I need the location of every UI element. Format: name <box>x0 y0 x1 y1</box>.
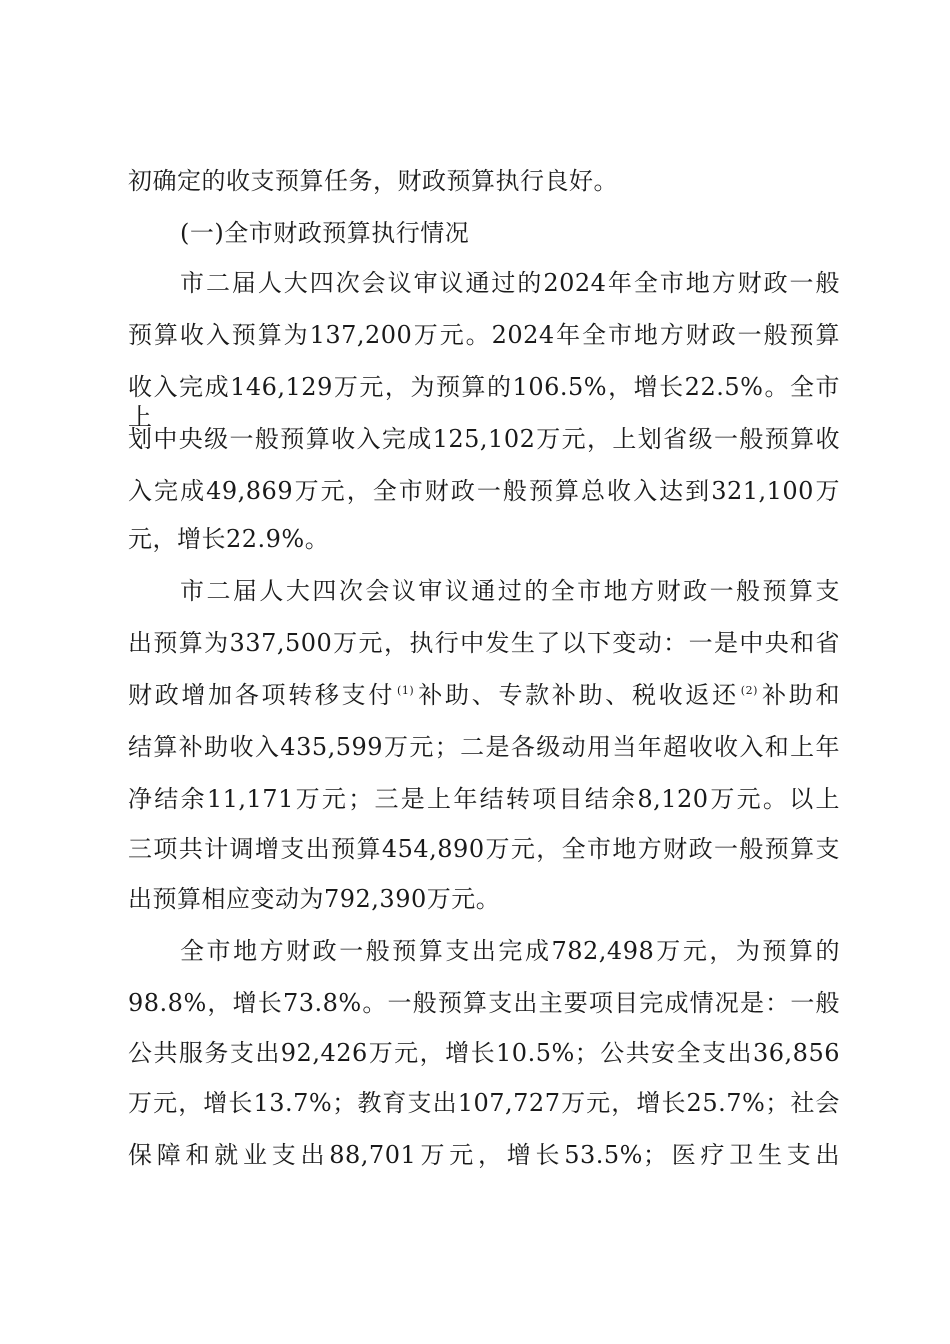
line-text: 净结余11,171万元；三是上年结转项目结余8,120万元。以上 <box>128 785 840 813</box>
line-text: 划中央级一般预算收入完成125,102万元，上划省级一般预算收 <box>128 425 840 453</box>
paragraph-line <box>180 268 840 298</box>
line-text: 出预算相应变动为792,390万元。 <box>128 885 501 913</box>
paragraph-line <box>128 320 840 350</box>
section-heading <box>180 218 840 248</box>
paragraph-line <box>128 680 840 710</box>
line-text: 收入完成146,129万元，为预算的106.5%，增长22.5%。全市上 <box>128 373 840 431</box>
paragraph-line <box>128 1088 840 1118</box>
heading-text: (一)全市财政预算执行情况 <box>180 219 470 247</box>
paragraph-line <box>128 372 840 432</box>
line-text: 市二届人大四次会议审议通过的2024年全市地方财政一般 <box>180 269 840 297</box>
line-text: 全市地方财政一般预算支出完成782,498万元，为预算的 <box>180 937 840 965</box>
paragraph-line <box>128 784 840 814</box>
line-text: 保障和就业支出88,701万元，增长53.5%；医疗卫生支出 <box>128 1141 840 1169</box>
paragraph-line <box>128 524 840 554</box>
line-text: 三项共计调增支出预算454,890万元，全市地方财政一般预算支 <box>128 835 840 863</box>
line-text: 结算补助收入435,599万元；二是各级动用当年超收收入和上年 <box>128 733 840 761</box>
paragraph-line <box>180 936 840 966</box>
line-text: 补助、专款补助、税收返还 <box>416 681 739 709</box>
footnote-marker-1[interactable]: (1) <box>397 684 415 697</box>
footnote-marker-2[interactable]: (2) <box>740 684 758 697</box>
paragraph-line <box>128 476 840 506</box>
paragraph-line <box>128 166 840 196</box>
paragraph-line <box>128 732 840 762</box>
line-text: 市二届人大四次会议审议通过的全市地方财政一般预算支 <box>180 577 840 605</box>
line-text: 出预算为337,500万元，执行中发生了以下变动：一是中央和省 <box>128 629 840 657</box>
line-text: 初确定的收支预算任务，财政预算执行良好。 <box>128 167 618 195</box>
line-text: 财政增加各项转移支付 <box>128 681 396 709</box>
paragraph-line <box>128 424 840 454</box>
line-text: 公共服务支出92,426万元，增长10.5%；公共安全支出36,856 <box>128 1039 840 1067</box>
paragraph-line <box>180 576 840 606</box>
paragraph-line <box>128 884 840 914</box>
paragraph-line <box>128 1038 840 1068</box>
line-text: 元，增长22.9%。 <box>128 525 330 553</box>
paragraph-line <box>128 834 840 864</box>
line-text: 预算收入预算为137,200万元。2024年全市地方财政一般预算 <box>128 321 840 349</box>
paragraph-line <box>128 988 840 1018</box>
paragraph-line <box>128 628 840 658</box>
line-text: 入完成49,869万元，全市财政一般预算总收入达到321,100万 <box>128 477 840 505</box>
line-text: 万元，增长13.7%；教育支出107,727万元，增长25.7%；社会 <box>128 1089 840 1117</box>
line-text: 补助和 <box>759 681 841 709</box>
paragraph-line <box>128 1140 840 1170</box>
line-text: 98.8%，增长73.8%。一般预算支出主要项目完成情况是：一般 <box>128 989 840 1017</box>
